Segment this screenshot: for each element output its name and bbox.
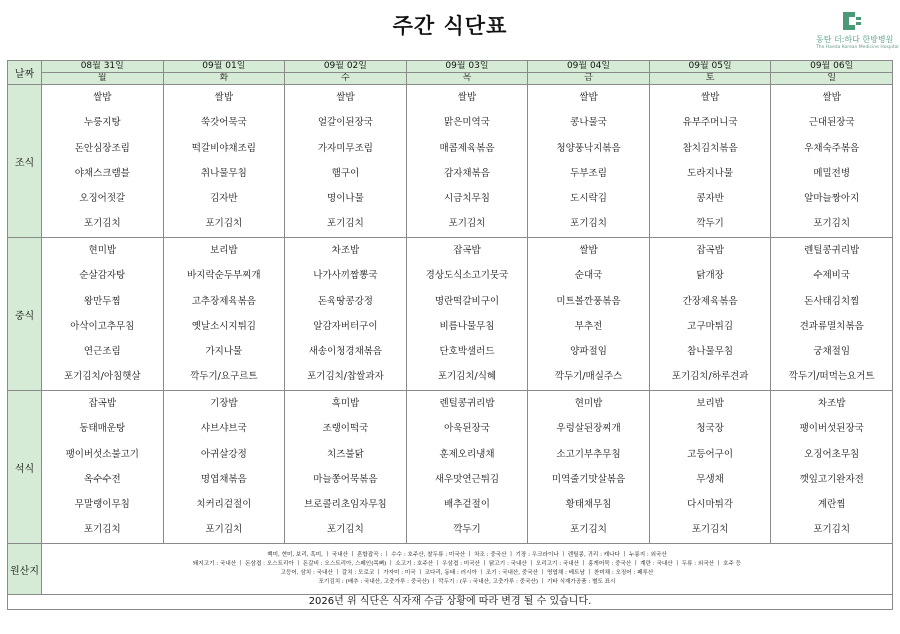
menu-item: 포기김치/찹쌀과자	[307, 371, 384, 383]
menu-item: 치즈불닭	[327, 448, 364, 460]
origin-label: 원산지	[8, 544, 42, 595]
menu-item: 깍두기	[453, 524, 481, 536]
menu-item: 아귀살강정	[200, 448, 247, 460]
weekday-cell: 월	[42, 73, 164, 85]
menu-item: 황태채무침	[565, 499, 612, 511]
menu-item: 순대국	[574, 270, 603, 282]
menu-item: 쑥갓어묵국	[200, 117, 247, 129]
weekday-cell: 금	[528, 73, 650, 85]
menu-item: 알감자버터구이	[313, 320, 378, 332]
menu-item: 김자반	[210, 193, 238, 205]
menu-item: 햄구이	[331, 167, 360, 179]
menu-item: 포기김치/아침햇살	[63, 371, 141, 383]
breakfast-row	[8, 85, 893, 238]
menu-item: 쌀밥	[579, 92, 598, 103]
menu-item: 다시마튀각	[687, 499, 734, 511]
menu-item: 단호박샐러드	[439, 346, 495, 358]
menu-item: 무생채	[696, 473, 724, 485]
menu-item: 새송이청경채볶음	[308, 346, 383, 358]
menu-item: 흑미밥	[331, 398, 360, 409]
date-cell: 09월 01일	[163, 61, 285, 73]
hospital-logo-icon	[841, 10, 863, 32]
menu-item: 야채스크램블	[74, 167, 130, 179]
menu-item: 콩자반	[696, 193, 724, 205]
menu-item: 옛날소시지튀김	[191, 320, 256, 332]
menu-item: 포기김치/식혜	[437, 371, 497, 383]
menu-item: 쌀밥	[700, 92, 720, 103]
weekday-cell: 수	[285, 73, 407, 85]
menu-item: 포기김치	[83, 218, 121, 230]
menu-item: 깍두기/매실주스	[554, 371, 623, 383]
menu-item: 경상도식소고기뭇국	[425, 270, 509, 282]
lunch-menu-cell	[406, 238, 528, 391]
menu-item: 명란떡갈비구이	[434, 295, 500, 307]
breakfast-label: 조식	[8, 85, 42, 238]
menu-item: 쌀밥	[214, 92, 234, 103]
menu-item: 궁채절임	[813, 346, 851, 358]
menu-item: 깍두기/요구르트	[190, 371, 258, 383]
breakfast-menu-cell	[285, 85, 407, 238]
menu-item: 오징어초무침	[804, 448, 860, 460]
menu-item: 포기김치	[813, 524, 851, 536]
lunch-label: 중식	[8, 238, 42, 391]
date-label: 날짜	[8, 61, 42, 85]
menu-item: 포기김치	[448, 218, 486, 230]
menu-item: 렌틸콩귀리밥	[439, 398, 495, 409]
menu-item: 쌀밥	[579, 245, 598, 256]
menu-item: 포기김치	[570, 524, 607, 536]
menu-item: 잡곡밥	[88, 398, 117, 409]
menu-item: 유부주머니국	[682, 117, 738, 129]
breakfast-menu-cell	[771, 85, 893, 238]
menu-item: 무말랭이무침	[74, 499, 130, 511]
menu-item: 보리밥	[696, 398, 724, 409]
menu-item: 아삭이고추무침	[70, 320, 135, 332]
menu-item: 포기김치	[327, 218, 364, 230]
menu-item: 기장밥	[210, 398, 238, 409]
lunch-menu-cell	[528, 238, 650, 391]
menu-item: 가지나물	[205, 346, 243, 358]
menu-item: 쌀밥	[457, 92, 477, 103]
menu-item: 포기김치	[205, 524, 243, 536]
breakfast-menu-cell	[42, 85, 164, 238]
menu-item: 명엽채볶음	[200, 473, 247, 485]
menu-item: 보리밥	[210, 245, 238, 256]
menu-item: 가자미무조림	[317, 142, 373, 154]
menu-item: 견과류멸치볶음	[799, 320, 864, 332]
menu-item: 청양풍낙지볶음	[556, 142, 621, 154]
dinner-row	[8, 391, 893, 544]
dinner-menu-cell	[42, 391, 164, 544]
menu-item: 간장제육볶음	[682, 295, 738, 307]
weekday-cell: 토	[649, 73, 771, 85]
menu-item: 포기김치	[813, 218, 851, 230]
menu-item: 포기김치	[83, 524, 121, 536]
menu-item: 맑은미역국	[444, 117, 490, 129]
menu-item: 부추전	[574, 320, 603, 332]
menu-item: 치커리겉절이	[196, 499, 252, 511]
menu-item: 우렁살된장찌개	[556, 423, 621, 435]
date-cell: 08월 31일	[42, 61, 164, 73]
menu-item: 참나물무침	[687, 346, 734, 358]
menu-item: 오징어젓갈	[79, 193, 126, 205]
breakfast-menu-cell	[649, 85, 771, 238]
menu-item: 우채숙주볶음	[804, 142, 860, 154]
notice-row	[8, 595, 893, 610]
menu-item: 포기김치	[205, 218, 243, 230]
lunch-row	[8, 238, 893, 391]
origin-line: 백미, 현미, 보리, 흑미, ㅣ 국내산 ㅣ 혼합잡곡 : ㅣ 수수 : 호주산, 찰두류 : 미국산 ㅣ 차조 : 중국산 ㅣ 기장 : 우크라이나 ㅣ 렌틸콩, 귀리 : 캐나다 ㅣ 누룽지 : 외국산	[267, 552, 667, 558]
menu-item: 명이나물	[327, 193, 364, 205]
date-cell: 09월 02일	[285, 61, 407, 73]
menu-item: 깍두기	[696, 218, 724, 230]
menu-item: 두부조림	[570, 167, 607, 179]
menu-item: 조랭이떡국	[322, 423, 369, 435]
menu-item: 깍두기/떠먹는요거트	[788, 371, 875, 383]
menu-item: 계란찜	[817, 499, 846, 511]
date-cell: 09월 05일	[649, 61, 771, 73]
menu-item: 샤브샤브국	[200, 423, 247, 435]
origin-line: 포기김치 : (배추 : 국내산, 고춧가루 : 중국산) ㅣ 깍두기 : (무 : 국내산, 고춧가루 : 중국산) ㅣ 기타 식재가공품 : 별도 표시	[318, 579, 616, 585]
origin-line: 돼지고기 : 국내산 ㅣ 돈삼겹 : 오스트리아 ㅣ 돈갈비 : 오스트리아, 스페인(목뼈) ㅣ 소고기 : 호주산 ㅣ 우삼겹 : 미국산 ㅣ 닭고기 : 국내산 ㅣ 오리고기 : 국내산 ㅣ 홍게어묵 : 중국산 ㅣ 계란 : 국내산 ㅣ 두류 : 외국산 ㅣ 호주 등	[192, 561, 742, 567]
menu-item: 쌀밥	[822, 92, 841, 103]
weekly-menu-table	[7, 60, 893, 610]
menu-item: 아욱된장국	[444, 423, 490, 435]
menu-item: 도시락김	[570, 193, 607, 205]
menu-item: 도라지나물	[687, 167, 734, 179]
menu-item: 메밀전병	[813, 167, 851, 179]
menu-item: 렌틸콩귀리밥	[804, 245, 860, 256]
lunch-menu-cell	[285, 238, 407, 391]
date-cell: 09월 03일	[406, 61, 528, 73]
lunch-menu-cell	[42, 238, 164, 391]
menu-item: 청국장	[696, 423, 724, 435]
menu-item: 고등어구이	[687, 448, 734, 460]
menu-item: 취나물무침	[200, 167, 247, 179]
menu-item: 현미밥	[88, 245, 117, 256]
menu-item: 누룽지탕	[83, 117, 121, 129]
dinner-label: 석식	[8, 391, 42, 544]
menu-item: 옥수수전	[83, 473, 121, 485]
menu-item: 브로콜리초임자무침	[304, 499, 387, 511]
hospital-name: 동탄 더:하다 한방병원	[816, 35, 894, 44]
lunch-menu-cell	[163, 238, 285, 391]
menu-item: 팽이버섯된장국	[799, 423, 864, 435]
menu-notice: 2026년 위 식단은 식자재 수급 상황에 따라 변경 될 수 있습니다.	[8, 595, 893, 610]
menu-item: 포기김치	[570, 218, 607, 230]
menu-item: 잡곡밥	[696, 245, 724, 256]
menu-item: 훈제오리냉채	[439, 448, 495, 460]
menu-item: 동태매운탕	[79, 423, 126, 435]
menu-item: 쌀밥	[336, 92, 355, 103]
dinner-menu-cell	[649, 391, 771, 544]
breakfast-menu-cell	[406, 85, 528, 238]
menu-item: 돈육땅콩강정	[317, 295, 373, 307]
menu-item: 새우맛연근튀김	[434, 473, 500, 485]
menu-item: 참치김치볶음	[682, 142, 738, 154]
menu-item: 쌀밥	[93, 92, 112, 103]
menu-item: 알마늘짱아지	[804, 193, 860, 205]
menu-item: 순살감자탕	[79, 270, 126, 282]
menu-item: 근대된장국	[808, 117, 855, 129]
date-row	[8, 61, 893, 73]
menu-item: 배추겉절이	[444, 499, 490, 511]
weekday-cell: 일	[771, 73, 893, 85]
menu-item: 닭개장	[696, 270, 724, 282]
hospital-subtitle: The Haeda Korean Medicine Hospital	[816, 45, 899, 50]
menu-item: 바지락순두부찌개	[187, 270, 261, 282]
menu-item: 잡곡밥	[453, 245, 481, 256]
menu-item: 비름나물무침	[439, 320, 495, 332]
weekday-row	[8, 73, 893, 85]
dinner-menu-cell	[163, 391, 285, 544]
dinner-menu-cell	[771, 391, 893, 544]
menu-item: 포기김치/하루견과	[671, 371, 749, 383]
menu-item: 감자채볶음	[444, 167, 490, 179]
menu-item: 매콤제육볶음	[439, 142, 495, 154]
menu-item: 돈안심장조림	[74, 142, 130, 154]
menu-item: 소고기부추무침	[556, 448, 621, 460]
menu-item: 미역줄기맛살볶음	[551, 473, 626, 485]
date-cell: 09월 06일	[771, 61, 893, 73]
menu-item: 포기김치	[691, 524, 729, 536]
origin-info	[42, 544, 893, 595]
menu-item: 연근조림	[83, 346, 121, 358]
menu-item: 수제비국	[813, 270, 851, 282]
menu-item: 나가사끼짬뽕국	[313, 270, 378, 282]
menu-item: 얼갈이된장국	[317, 117, 373, 129]
weekday-cell: 화	[163, 73, 285, 85]
menu-item: 왕만두찜	[83, 295, 121, 307]
menu-item: 돈사태김치찜	[804, 295, 860, 307]
hospital-logo	[816, 10, 899, 50]
lunch-menu-cell	[649, 238, 771, 391]
weekday-cell: 목	[406, 73, 528, 85]
menu-item: 고추장제육볶음	[191, 295, 256, 307]
menu-item: 깻잎고기완자전	[799, 473, 864, 485]
lunch-menu-cell	[771, 238, 893, 391]
menu-item: 시금치무침	[444, 193, 490, 205]
dinner-menu-cell	[406, 391, 528, 544]
menu-item: 팽이버섯소불고기	[65, 448, 139, 460]
menu-item: 차조밥	[817, 398, 846, 409]
menu-item: 마늘쫑어묵볶음	[313, 473, 378, 485]
breakfast-menu-cell	[163, 85, 285, 238]
dinner-menu-cell	[285, 391, 407, 544]
menu-item: 차조밥	[331, 245, 360, 256]
page-title: 주간 식단표	[392, 14, 508, 38]
origin-row	[8, 544, 893, 595]
menu-item: 미트볼깐풍볶음	[556, 295, 621, 307]
menu-item: 포기김치	[327, 524, 364, 536]
origin-line: 고등어, 삼치 : 국내산 ㅣ 갈치 : 모로코 ㅣ 가자미 : 미국 ㅣ 코다리, 동태 : 러시아 ㅣ 조기 : 국내산, 중국산 ㅣ 명엽채 : 베트남 ㅣ 찬미채 : 오징어 : 페루산	[280, 570, 654, 576]
menu-item: 콩나물국	[570, 117, 607, 129]
menu-item: 떡갈비야채조림	[191, 142, 256, 154]
menu-item: 고구마튀김	[687, 320, 734, 332]
menu-item: 양파절임	[570, 346, 607, 358]
date-cell: 09월 04일	[528, 61, 650, 73]
dinner-menu-cell	[528, 391, 650, 544]
breakfast-menu-cell	[528, 85, 650, 238]
menu-item: 현미밥	[574, 398, 603, 409]
